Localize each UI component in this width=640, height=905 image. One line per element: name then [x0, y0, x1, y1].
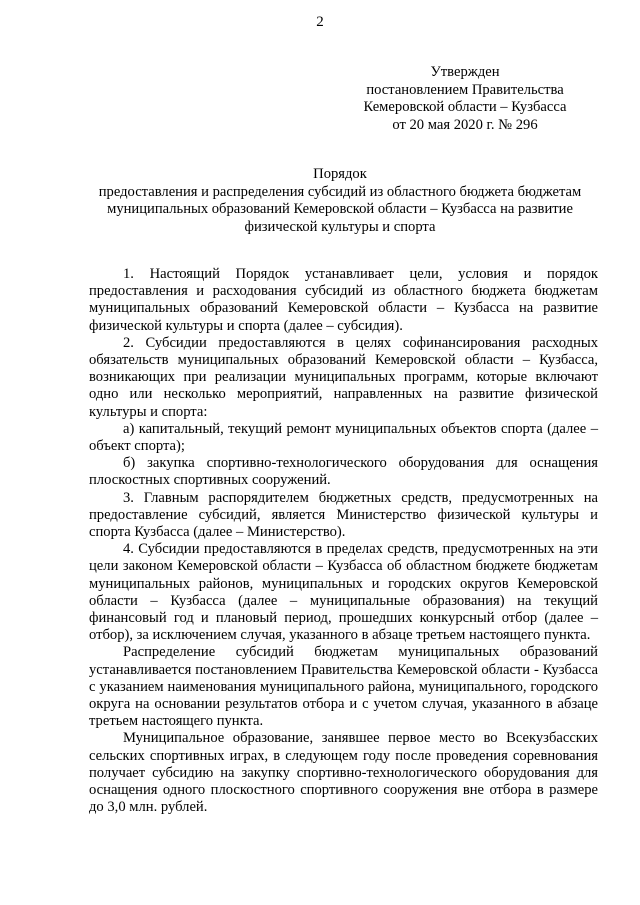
approval-block — [330, 64, 600, 134]
title-line: предоставления и распределения субсидий из областного бюджета бюджетам — [98, 183, 582, 200]
title-line: муниципальных образований Кемеровской области – Кузбасса на развитие — [107, 201, 573, 217]
paragraph-2b: б) закупка спортивно-технологического оборудования для оснащения плоскостных спортивных сооружений. — [89, 455, 598, 489]
paragraph-4: 4. Субсидии предоставляются в пределах средств, предусмотренных на эти цели законом Кемеровской области – Кузбасса об областном бюджете бюджетам муниципальных районов, муниципальных и городских округов Кемеровской области – Кузбасса (далее – муниципальные образования) на текущий финансовый год и плановый период, прошедших конкурсный отбор (далее – отбор), за исключением случая, указанного в абзаце третьем настоящего пункта. — [89, 541, 598, 644]
document-title — [70, 166, 610, 236]
document-body — [89, 266, 598, 817]
paragraph-2: 2. Субсидии предоставляются в целях софинансирования расходных обязательств муниципальных образований Кемеровской области – Кузбасса, возникающих при реализации муниципальных программ, которые включают одно или несколько мероприятий, направленных на развитие физической культуры и спорта: — [89, 334, 598, 420]
approval-line: Кемеровской области – Кузбасса — [363, 99, 567, 115]
page-number: 2 — [316, 14, 324, 30]
paragraph-3: 3. Главным распорядителем бюджетных средств, предусмотренных на предоставление субсидий, является Министерство физической культуры и спорта Кузбасса (далее – Министерство). — [89, 489, 598, 541]
approval-line: постановлением Правительства — [366, 81, 564, 98]
paragraph-1: 1. Настоящий Порядок устанавливает цели, условия и порядок предоставления и расходования субсидий из областного бюджета бюджетам муниципальных образований Кемеровской области – Кузбасса на развитие физической культуры и спорта (далее – субсидия). — [89, 266, 598, 334]
paragraph-4-municipal: Муниципальное образование, занявшее первое место во Всекузбасских сельских спортивных играх, в следующем году после проведения соревнования получает субсидию на закупку спортивно-технологического оборудования для оснащения одного плоскостного спортивного сооружения вне отбора в размере до 3,0 млн. рублей. — [89, 730, 598, 816]
paragraph-4-distribution: Распределение субсидий бюджетам муниципальных образований устанавливается постановлением Правительства Кемеровской области - Кузбасса с указанием наименования муниципального района, муниципального, городского округа на основании результатов отбора и с учетом случая, указанного в абзаце третьем настоящего пункта. — [89, 644, 598, 730]
title-line: Порядок — [313, 166, 367, 182]
paragraph-2a: а) капитальный, текущий ремонт муниципальных объектов спорта (далее – объект спорта); — [89, 420, 598, 455]
approval-line: от 20 мая 2020 г. № 296 — [392, 116, 538, 133]
title-line: физической культуры и спорта — [244, 218, 436, 235]
approval-line: Утвержден — [430, 64, 500, 80]
